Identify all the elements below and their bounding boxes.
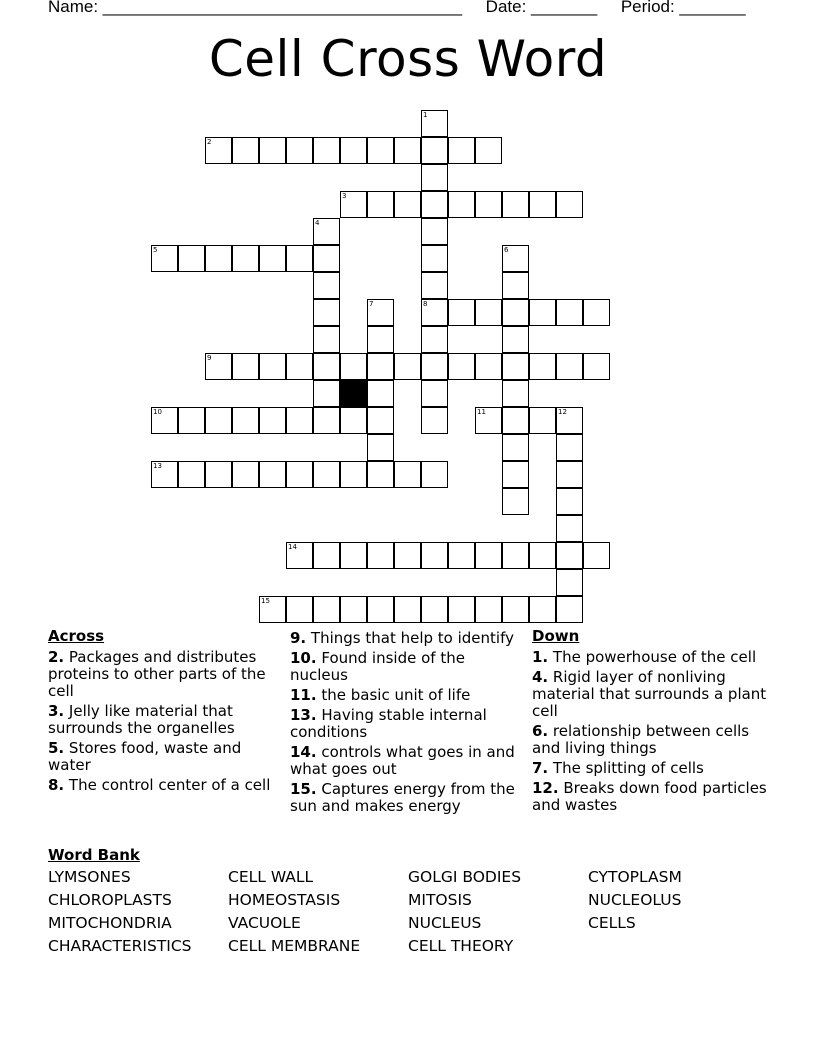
clue-number: 10 — [153, 408, 162, 416]
student-info-header: Name: ______________________________________ Date: _______ Period: _______ — [48, 0, 746, 16]
grid-cell[interactable] — [421, 461, 448, 488]
grid-cell[interactable] — [475, 596, 502, 623]
grid-cell[interactable] — [340, 407, 367, 434]
clue-number: 8 — [423, 300, 428, 308]
grid-cell[interactable] — [367, 542, 394, 569]
word-bank-item: HOMEOSTASIS — [228, 891, 341, 909]
grid-cell[interactable] — [502, 191, 529, 218]
grid-cell[interactable] — [556, 434, 583, 461]
down-heading: Down — [532, 627, 580, 645]
grid-cell[interactable] — [529, 596, 556, 623]
grid-cell[interactable] — [313, 326, 340, 353]
clue-across-8: 8. The control center of a cell — [48, 776, 271, 794]
blocked-square — [340, 380, 367, 407]
grid-cell[interactable] — [502, 461, 529, 488]
grid-cell[interactable] — [286, 407, 313, 434]
grid-cell[interactable] — [583, 353, 610, 380]
word-bank-heading: Word Bank — [48, 846, 140, 864]
word-bank-item: CHLOROPLASTS — [48, 891, 172, 909]
grid-cell[interactable] — [232, 245, 259, 272]
grid-cell[interactable] — [529, 353, 556, 380]
grid-cell[interactable] — [205, 407, 232, 434]
grid-cell[interactable] — [421, 326, 448, 353]
clue-across-11: 11. the basic unit of life — [290, 686, 471, 704]
grid-cell[interactable] — [475, 542, 502, 569]
grid-cell[interactable] — [475, 137, 502, 164]
clue-across-5: 5. Stores food, waste and water — [48, 739, 242, 774]
grid-cell[interactable] — [502, 380, 529, 407]
grid-cell[interactable] — [313, 461, 340, 488]
grid-cell[interactable] — [448, 353, 475, 380]
word-bank-item: MITOSIS — [408, 891, 472, 909]
clue-number: 7 — [369, 300, 374, 308]
grid-cell[interactable] — [394, 137, 421, 164]
grid-cell[interactable] — [394, 353, 421, 380]
grid-cell[interactable] — [313, 407, 340, 434]
grid-cell[interactable] — [340, 353, 367, 380]
clue-number: 5 — [153, 246, 158, 254]
clue-across-9: 9. Things that help to identify — [290, 629, 514, 647]
word-bank-item: LYMSONES — [48, 868, 131, 886]
grid-cell[interactable] — [232, 353, 259, 380]
clue-across-15: 15. Captures energy from the sun and makes energy — [290, 780, 515, 815]
grid-cell[interactable] — [313, 299, 340, 326]
grid-cell[interactable] — [421, 272, 448, 299]
clue-across-2: 2. Packages and distributes proteins to other parts of the cell — [48, 648, 266, 700]
grid-cell[interactable] — [502, 596, 529, 623]
grid-cell[interactable] — [421, 137, 448, 164]
grid-cell[interactable] — [286, 596, 313, 623]
clue-down-4: 4. Rigid layer of nonliving material that surrounds a plant cell — [532, 668, 767, 720]
grid-cell[interactable] — [448, 137, 475, 164]
grid-cell[interactable] — [232, 137, 259, 164]
grid-cell[interactable] — [367, 461, 394, 488]
grid-cell[interactable] — [313, 137, 340, 164]
word-bank-item: GOLGI BODIES — [408, 868, 522, 886]
word-bank-item: CELL WALL — [228, 868, 314, 886]
clue-number: 9 — [207, 354, 212, 362]
grid-cell[interactable] — [259, 353, 286, 380]
grid-cell[interactable] — [529, 407, 556, 434]
clue-down-6: 6. relationship between cells and living things — [532, 722, 750, 757]
grid-cell[interactable] — [475, 191, 502, 218]
word-bank-item: CELL MEMBRANE — [228, 937, 361, 955]
grid-cell[interactable] — [286, 137, 313, 164]
grid-cell[interactable] — [421, 353, 448, 380]
grid-cell[interactable] — [529, 191, 556, 218]
grid-cell[interactable] — [556, 299, 583, 326]
grid-cell[interactable] — [448, 542, 475, 569]
grid-cell[interactable] — [556, 515, 583, 542]
grid-cell[interactable] — [502, 272, 529, 299]
grid-cell[interactable] — [421, 191, 448, 218]
grid-cell[interactable] — [421, 380, 448, 407]
grid-cell[interactable] — [556, 569, 583, 596]
grid-cell[interactable] — [502, 407, 529, 434]
grid-cell[interactable] — [367, 434, 394, 461]
word-bank-item: CELLS — [588, 914, 636, 932]
grid-cell[interactable] — [502, 326, 529, 353]
clue-down-7: 7. The splitting of cells — [532, 759, 704, 777]
word-bank-item: CYTOPLASM — [588, 868, 682, 886]
grid-cell[interactable] — [205, 245, 232, 272]
page-title: Cell Cross Word — [208, 30, 608, 88]
across-heading: Across — [48, 627, 105, 645]
grid-cell[interactable] — [367, 353, 394, 380]
grid-cell[interactable] — [313, 272, 340, 299]
grid-cell[interactable] — [448, 191, 475, 218]
clue-number: 4 — [315, 219, 320, 227]
grid-cell[interactable] — [448, 596, 475, 623]
grid-cell[interactable] — [475, 299, 502, 326]
grid-cell[interactable] — [394, 191, 421, 218]
grid-cell[interactable] — [421, 407, 448, 434]
grid-cell[interactable] — [313, 245, 340, 272]
grid-cell[interactable] — [502, 542, 529, 569]
grid-cell[interactable] — [583, 299, 610, 326]
grid-cell[interactable] — [502, 488, 529, 515]
grid-cell[interactable] — [475, 353, 502, 380]
grid-cell[interactable] — [556, 191, 583, 218]
grid-cell[interactable] — [556, 353, 583, 380]
clue-across-14: 14. controls what goes in and what goes out — [290, 743, 515, 778]
clue-number: 11 — [477, 408, 486, 416]
grid-cell[interactable] — [556, 542, 583, 569]
grid-cell[interactable] — [232, 407, 259, 434]
grid-cell[interactable] — [529, 542, 556, 569]
clue-number: 6 — [504, 246, 509, 254]
grid-cell[interactable] — [340, 596, 367, 623]
grid-cell[interactable] — [421, 218, 448, 245]
grid-cell[interactable] — [529, 299, 556, 326]
grid-cell[interactable] — [421, 596, 448, 623]
grid-cell[interactable] — [448, 299, 475, 326]
grid-cell[interactable] — [232, 461, 259, 488]
grid-cell[interactable] — [556, 488, 583, 515]
grid-cell[interactable] — [313, 596, 340, 623]
grid-cell[interactable] — [286, 353, 313, 380]
grid-cell[interactable] — [367, 191, 394, 218]
grid-cell[interactable] — [421, 245, 448, 272]
grid-cell[interactable] — [583, 542, 610, 569]
clue-number: 2 — [207, 138, 212, 146]
grid-cell[interactable] — [502, 434, 529, 461]
grid-cell[interactable] — [340, 542, 367, 569]
grid-cell[interactable] — [178, 407, 205, 434]
grid-cell[interactable] — [259, 461, 286, 488]
grid-cell[interactable] — [394, 596, 421, 623]
grid-cell[interactable] — [259, 407, 286, 434]
grid-cell[interactable] — [313, 353, 340, 380]
grid-cell[interactable] — [367, 380, 394, 407]
grid-cell[interactable] — [340, 137, 367, 164]
word-bank-item: VACUOLE — [228, 914, 301, 932]
clue-number: 3 — [342, 192, 347, 200]
word-bank-item: NUCLEUS — [408, 914, 482, 932]
grid-cell[interactable] — [367, 326, 394, 353]
grid-cell[interactable] — [259, 245, 286, 272]
across-clues-col2 — [290, 630, 518, 818]
grid-cell[interactable] — [340, 461, 367, 488]
grid-cell[interactable] — [367, 596, 394, 623]
grid-cell[interactable] — [205, 461, 232, 488]
word-bank-item: NUCLEOLUS — [588, 891, 682, 909]
clue-number: 15 — [261, 597, 270, 605]
grid-cell[interactable] — [421, 542, 448, 569]
grid-cell[interactable] — [502, 299, 529, 326]
grid-cell[interactable] — [394, 542, 421, 569]
word-bank-item: CHARACTERISTICS — [48, 937, 192, 955]
clue-across-10: 10. Found inside of the nucleus — [290, 649, 465, 684]
grid-cell[interactable] — [394, 461, 421, 488]
grid-cell[interactable] — [502, 353, 529, 380]
grid-cell[interactable] — [286, 461, 313, 488]
clue-across-3: 3. Jelly like material that surrounds the organelles — [48, 702, 235, 737]
clue-number: 14 — [288, 543, 297, 551]
word-bank-item: MITOCHONDRIA — [48, 914, 172, 932]
clue-number: 13 — [153, 462, 162, 470]
grid-cell[interactable] — [178, 461, 205, 488]
down-clues-col — [532, 628, 772, 817]
clue-across-13: 13. Having stable internal conditions — [290, 706, 487, 741]
clue-number: 1 — [423, 111, 428, 119]
grid-cell[interactable] — [556, 596, 583, 623]
clue-down-1: 1. The powerhouse of the cell — [532, 648, 757, 666]
grid-cell[interactable] — [367, 137, 394, 164]
grid-cell[interactable] — [556, 461, 583, 488]
grid-cell[interactable] — [286, 245, 313, 272]
across-clues-col1 — [48, 628, 273, 797]
grid-cell[interactable] — [313, 542, 340, 569]
grid-cell[interactable] — [259, 137, 286, 164]
clue-down-12: 12. Breaks down food particles and wastes — [532, 779, 767, 814]
grid-cell[interactable] — [367, 407, 394, 434]
grid-cell[interactable] — [178, 245, 205, 272]
clue-number: 12 — [558, 408, 567, 416]
word-bank-item: CELL THEORY — [408, 937, 514, 955]
grid-cell[interactable] — [421, 164, 448, 191]
grid-cell[interactable] — [313, 380, 340, 407]
